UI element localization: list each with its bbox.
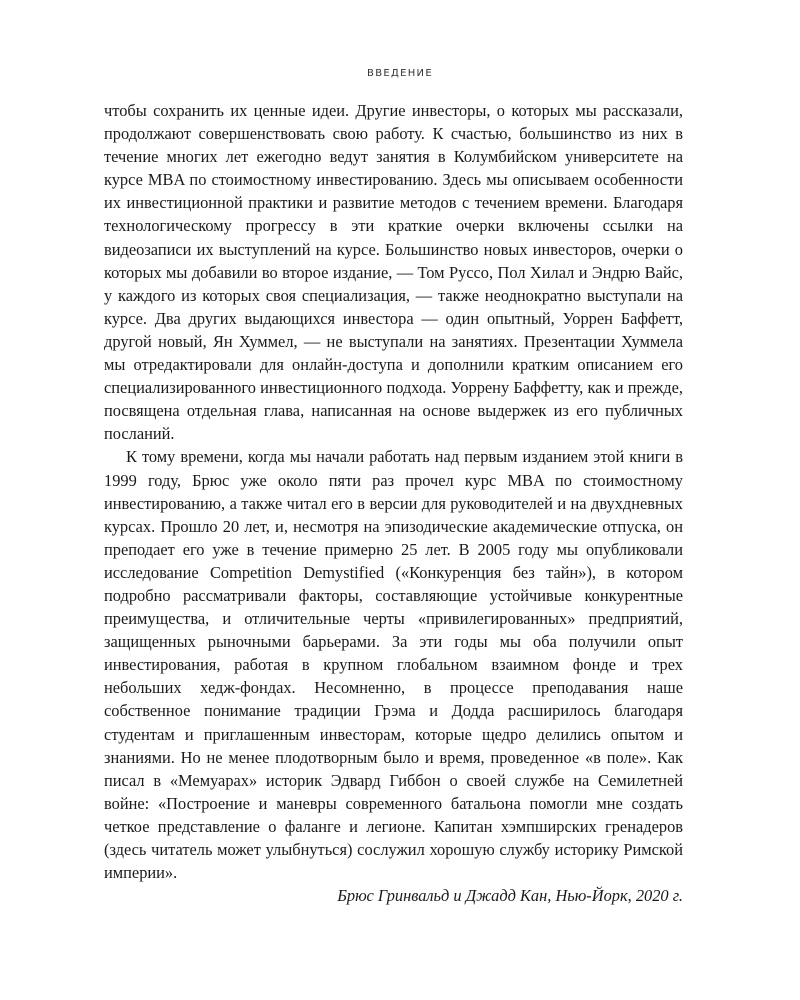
body-text — [104, 99, 683, 907]
author-signature: Брюс Гринвальд и Джадд Кан, Нью-Йорк, 2020 г. — [337, 886, 683, 906]
running-head: ВВЕДЕНИЕ — [367, 68, 433, 79]
paragraph-1: чтобы сохранить их ценные идеи. Другие инвесторы, о которых мы рассказали, продолжают совершенствовать свою работу. К счастью, большинство из них в течение многих лет ежегодно ведут занятия в Колумбийском университете на курсе MBA по стоимостному инвестированию. Здесь мы описываем особенности их инвестиционной практики и развитие методов с течением времени. Благодаря технологическому прогрессу в эти краткие очерки включены ссылки на видеозаписи их выступлений на курсе. Большинство новых инвесторов, очерки о которых мы добавили во второе издание, — Том Руссо, Пол Хилал и Эндрю Вайс, у каждого из которых своя специализация, — также неоднократно выступали на курсе. Два других выдающихся инвестора — один опытный, Уоррен Баффетт, другой новый, Ян Хуммел, — не выступали на занятиях. Презентации Хуммела мы отредактировали для онлайн-доступа и дополнили кратким описанием его специализированного инвестиционного подхода. Уоррену Баффетту, как и прежде, посвящена отдельная глава, написанная на основе выдержек из его публичных посланий. — [104, 101, 683, 444]
paragraph-2: К тому времени, когда мы начали работать над первым изданием этой книги в 1999 году, Брюс уже около пяти раз прочел курс MBA по стоимостному инвестированию, а также читал его в версии для руководителей и на двухдневных курсах. Прошло 20 лет, и, несмотря на эпизодические академические отпуска, он преподает его уже в течение примерно 25 лет. В 2005 году мы опубликовали исследование Competition Demystified («Конкуренция без тайн»), в котором подробно рассматривали факторы, составляющие устойчивые конкурентные преимущества, и отличительные черты «привилегированных» предприятий, защищенных рыночными барьерами. За эти годы мы оба получили опыт инвестирования, работая в крупном глобальном взаимном фонде и трех небольших хедж-фондах. Несомненно, в процессе преподавания наше собственное понимание традиции Грэма и Додда расширилось благодаря студентам и приглашенным инвесторам, которые щедро делились опытом и знаниями. Но не менее плодотворным было и время, проведенное «в поле». Как писал в «Мемуарах» историк Эдвард Гиббон о своей службе на Семилетней войне: «Построение и маневры современного батальона помогли мне создать четкое представление о фаланге и легионе. Капитан хэмпширских гренадеров (здесь читатель может улыбнуться) сослужил хорошую службу историку Римской империи». — [104, 447, 683, 883]
